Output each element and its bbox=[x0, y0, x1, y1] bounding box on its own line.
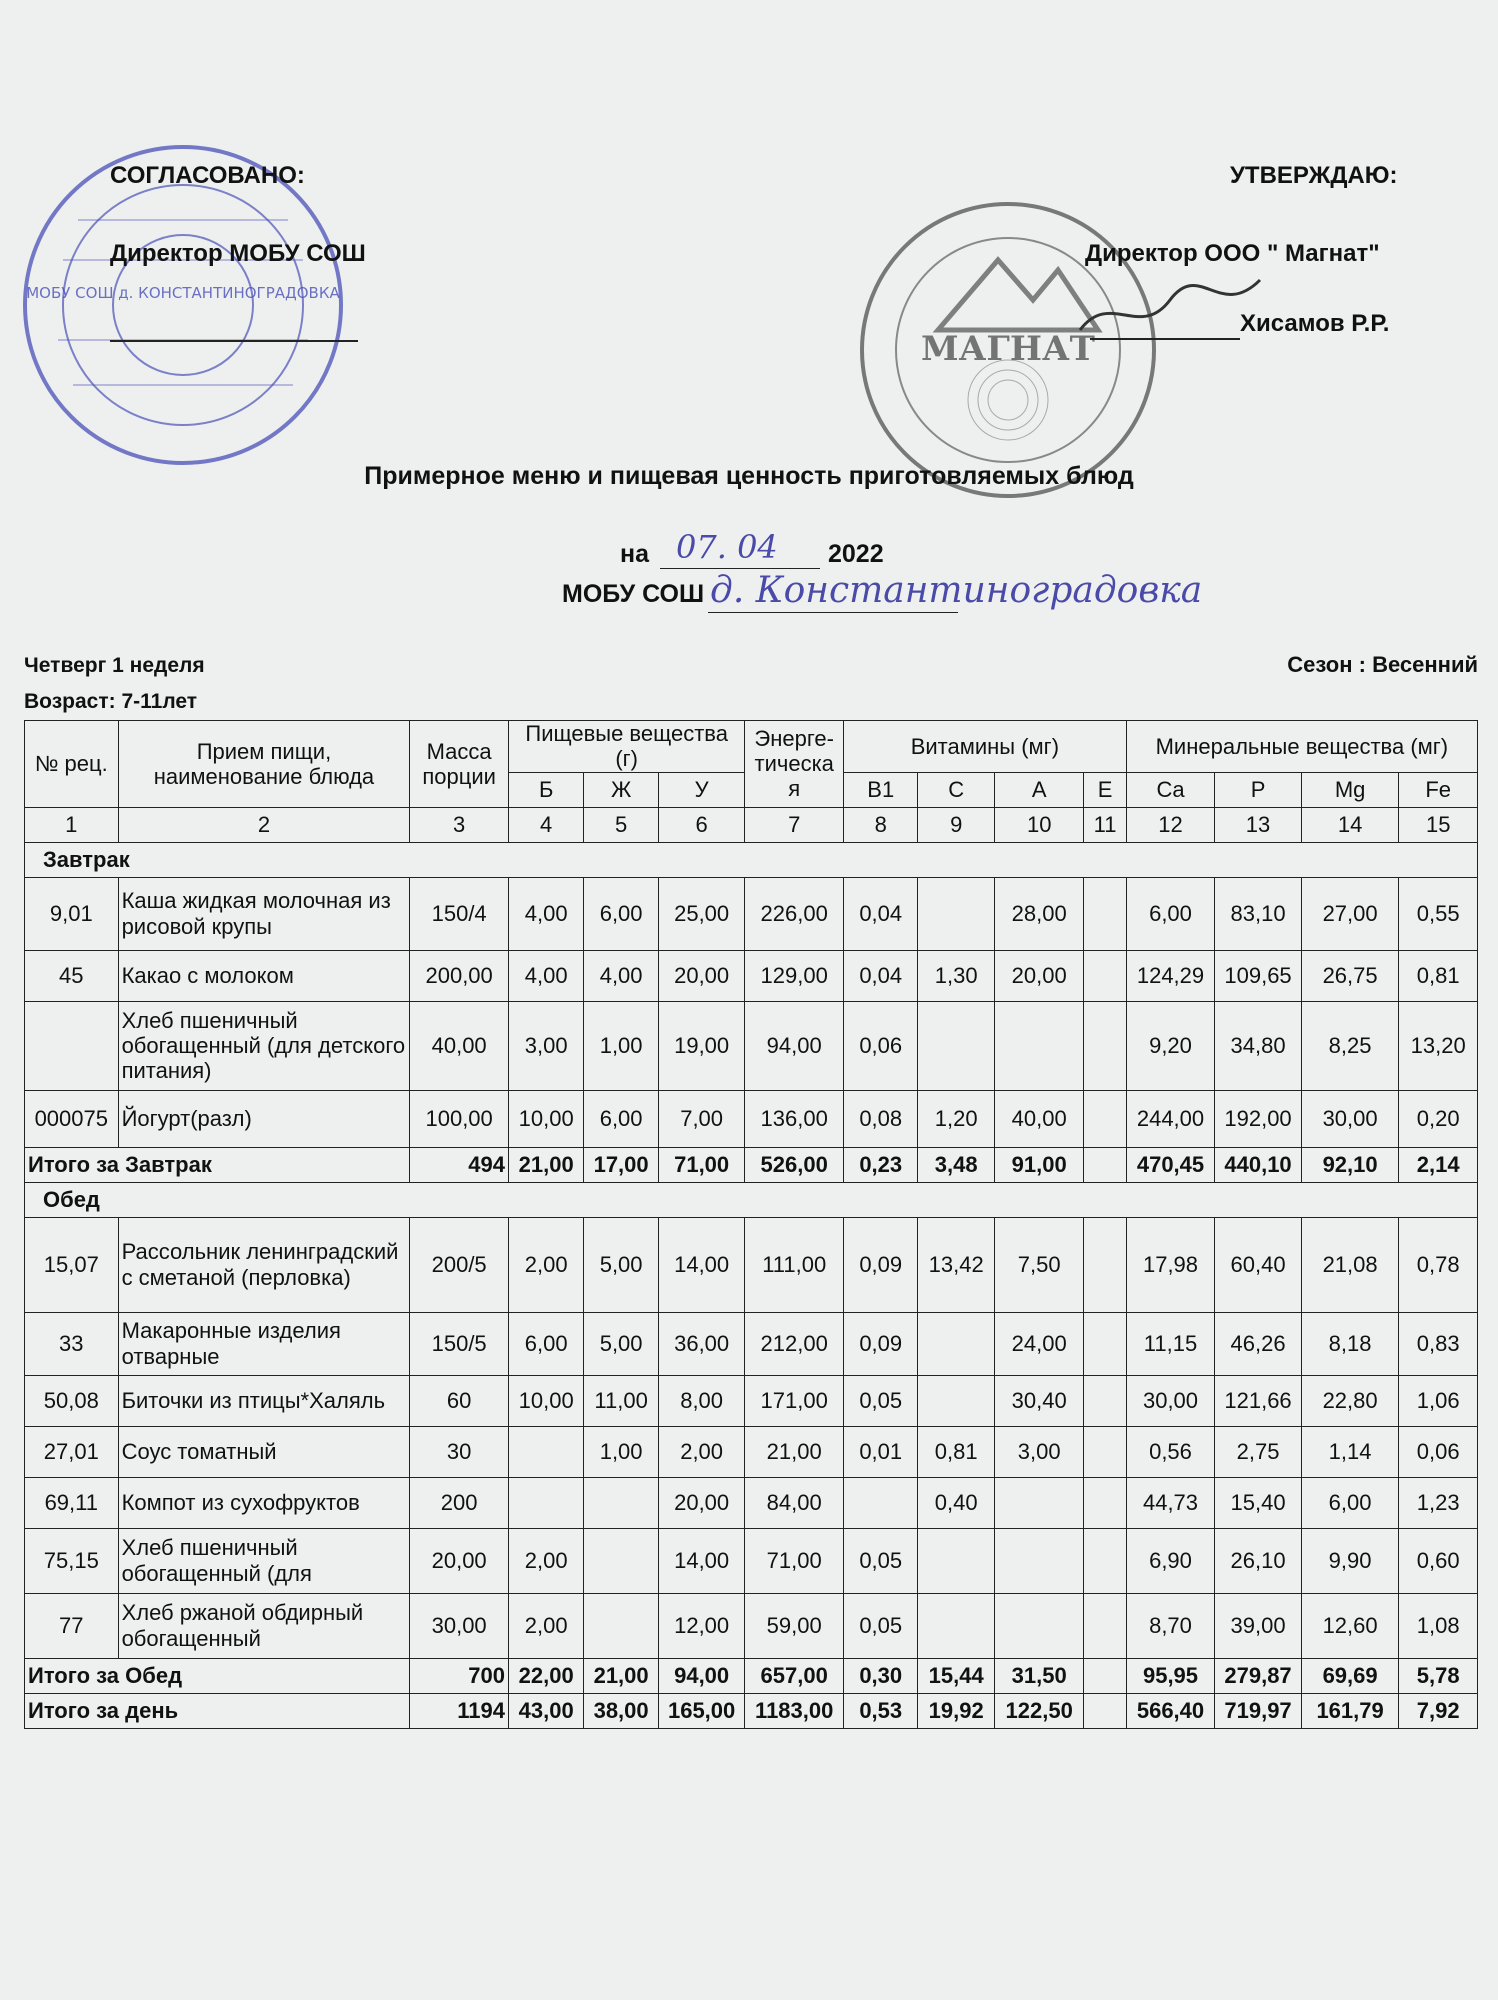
table-cell bbox=[1084, 1375, 1126, 1426]
table-cell bbox=[1084, 1528, 1126, 1593]
table-cell: Обед bbox=[25, 1182, 1478, 1217]
table-cell: 30 bbox=[410, 1426, 509, 1477]
head-meal: Прием пищи, наименование блюда bbox=[118, 721, 410, 808]
table-cell: 0,53 bbox=[844, 1693, 918, 1728]
date-year: 2022 bbox=[828, 540, 884, 568]
table-cell: 109,65 bbox=[1215, 950, 1302, 1001]
table-cell: Хлеб пшеничный обогащенный (для bbox=[118, 1528, 410, 1593]
table-cell: 8 bbox=[844, 807, 918, 842]
head-vitamins: Витамины (мг) bbox=[844, 721, 1127, 773]
table-cell: 39,00 bbox=[1215, 1593, 1302, 1658]
table-cell: 6,00 bbox=[584, 877, 658, 950]
table-cell: 7,50 bbox=[994, 1217, 1084, 1312]
table-cell bbox=[1084, 1147, 1126, 1182]
table-cell: 10,00 bbox=[508, 1090, 583, 1147]
table-cell: 5 bbox=[584, 807, 658, 842]
table-cell: 0,30 bbox=[844, 1658, 918, 1693]
table-cell bbox=[918, 1528, 994, 1593]
table-cell: 17,00 bbox=[584, 1147, 658, 1182]
table-cell: 700 bbox=[410, 1658, 509, 1693]
table-cell: 566,40 bbox=[1126, 1693, 1215, 1728]
table-cell: 11,15 bbox=[1126, 1312, 1215, 1375]
table-cell: 94,00 bbox=[658, 1658, 745, 1693]
table-cell: 0,05 bbox=[844, 1375, 918, 1426]
table-cell: 3,48 bbox=[918, 1147, 994, 1182]
table-cell bbox=[1084, 1090, 1126, 1147]
table-cell: 6,90 bbox=[1126, 1528, 1215, 1593]
table-cell: 20,00 bbox=[410, 1528, 509, 1593]
table-cell: 0,01 bbox=[844, 1426, 918, 1477]
company-stamp-text: МАГНАТ bbox=[921, 329, 1095, 369]
table-cell: 69,11 bbox=[25, 1477, 119, 1528]
table-cell: 10,00 bbox=[508, 1375, 583, 1426]
head-a: А bbox=[994, 772, 1084, 807]
table-cell: 7,00 bbox=[658, 1090, 745, 1147]
total-row bbox=[25, 1693, 1478, 1728]
table-cell bbox=[508, 1426, 583, 1477]
table-cell: 30,00 bbox=[1126, 1375, 1215, 1426]
table-cell: Хлеб ржаной обдирный обогащенный bbox=[118, 1593, 410, 1658]
table-cell: 0,04 bbox=[844, 950, 918, 1001]
table-cell bbox=[918, 1375, 994, 1426]
table-cell: 12,00 bbox=[658, 1593, 745, 1658]
table-cell: Рассольник ленинградский с сметаной (перловка) bbox=[118, 1217, 410, 1312]
table-cell: Завтрак bbox=[25, 842, 1478, 877]
confirm-role: Директор ООО " Магнат" bbox=[1085, 240, 1380, 267]
table-cell: 20,00 bbox=[658, 950, 745, 1001]
table-cell: 200,00 bbox=[410, 950, 509, 1001]
head-c: С bbox=[918, 772, 994, 807]
head-ca: Ca bbox=[1126, 772, 1215, 807]
table-row bbox=[25, 1593, 1478, 1658]
table-cell bbox=[918, 877, 994, 950]
table-cell: 440,10 bbox=[1215, 1147, 1302, 1182]
table-cell: 13,42 bbox=[918, 1217, 994, 1312]
table-cell: 27,01 bbox=[25, 1426, 119, 1477]
table-cell: 719,97 bbox=[1215, 1693, 1302, 1728]
table-cell: Компот из сухофруктов bbox=[118, 1477, 410, 1528]
table-cell bbox=[918, 1593, 994, 1658]
table-cell: 21,00 bbox=[508, 1147, 583, 1182]
table-cell: Каша жидкая молочная из рисовой крупы bbox=[118, 877, 410, 950]
table-cell: 0,81 bbox=[1399, 950, 1478, 1001]
table-cell bbox=[1084, 1001, 1126, 1090]
table-cell: 657,00 bbox=[745, 1658, 844, 1693]
table-cell: 000075 bbox=[25, 1090, 119, 1147]
table-cell: 91,00 bbox=[994, 1147, 1084, 1182]
table-cell bbox=[584, 1593, 658, 1658]
table-cell: 11 bbox=[1084, 807, 1126, 842]
head-energy: Энерге-тическа я bbox=[745, 721, 844, 808]
table-cell bbox=[584, 1477, 658, 1528]
head-mg: Mg bbox=[1301, 772, 1399, 807]
table-cell bbox=[1084, 1477, 1126, 1528]
table-cell: 1,06 bbox=[1399, 1375, 1478, 1426]
table-cell: 2 bbox=[118, 807, 410, 842]
table-cell: 94,00 bbox=[745, 1001, 844, 1090]
table-cell: 21,00 bbox=[584, 1658, 658, 1693]
age-label: Возраст: 7-11лет bbox=[24, 690, 198, 713]
table-cell bbox=[994, 1001, 1084, 1090]
table-cell: Биточки из птицы*Халяль bbox=[118, 1375, 410, 1426]
table-cell: 30,00 bbox=[1301, 1090, 1399, 1147]
confirm-name: Хисамов Р.Р. bbox=[1240, 310, 1390, 337]
table-cell: 279,87 bbox=[1215, 1658, 1302, 1693]
table-cell: 0,06 bbox=[844, 1001, 918, 1090]
left-signature-line bbox=[110, 340, 358, 342]
table-cell: 7 bbox=[745, 807, 844, 842]
date-line bbox=[660, 568, 820, 569]
table-cell: 6,00 bbox=[1301, 1477, 1399, 1528]
table-cell: 40,00 bbox=[994, 1090, 1084, 1147]
table-cell: 100,00 bbox=[410, 1090, 509, 1147]
table-cell: 5,78 bbox=[1399, 1658, 1478, 1693]
table-cell: 71,00 bbox=[658, 1147, 745, 1182]
table-cell: Хлеб пшеничный обогащенный (для детского питания) bbox=[118, 1001, 410, 1090]
table-cell: 0,05 bbox=[844, 1528, 918, 1593]
total-row bbox=[25, 1658, 1478, 1693]
table-cell: 0,23 bbox=[844, 1147, 918, 1182]
table-cell: 5,00 bbox=[584, 1217, 658, 1312]
head-b: Б bbox=[508, 772, 583, 807]
table-cell: 1,14 bbox=[1301, 1426, 1399, 1477]
table-cell: 8,00 bbox=[658, 1375, 745, 1426]
confirm-title: УТВЕРЖДАЮ: bbox=[1230, 162, 1398, 189]
table-cell: 92,10 bbox=[1301, 1147, 1399, 1182]
table-cell: 22,80 bbox=[1301, 1375, 1399, 1426]
table-cell: 192,00 bbox=[1215, 1090, 1302, 1147]
table-cell: 9,01 bbox=[25, 877, 119, 950]
table-cell: 0,60 bbox=[1399, 1528, 1478, 1593]
table-cell: 40,00 bbox=[410, 1001, 509, 1090]
table-cell: 20,00 bbox=[994, 950, 1084, 1001]
table-cell: 111,00 bbox=[745, 1217, 844, 1312]
table-cell: 171,00 bbox=[745, 1375, 844, 1426]
table-cell: Итого за Обед bbox=[25, 1658, 410, 1693]
table-row bbox=[25, 1375, 1478, 1426]
table-cell: 0,78 bbox=[1399, 1217, 1478, 1312]
signature bbox=[1070, 270, 1270, 350]
table-cell: 212,00 bbox=[745, 1312, 844, 1375]
head-b1: В1 bbox=[844, 772, 918, 807]
table-cell: 4 bbox=[508, 807, 583, 842]
approved-title: СОГЛАСОВАНО: bbox=[110, 162, 305, 189]
table-cell: 19,00 bbox=[658, 1001, 745, 1090]
table-cell: 4,00 bbox=[508, 877, 583, 950]
table-cell: 8,18 bbox=[1301, 1312, 1399, 1375]
table-cell: 20,00 bbox=[658, 1477, 745, 1528]
table-cell: 7,92 bbox=[1399, 1693, 1478, 1728]
table-row bbox=[25, 1217, 1478, 1312]
table-cell: 1,00 bbox=[584, 1426, 658, 1477]
table-cell: 161,79 bbox=[1301, 1693, 1399, 1728]
table-cell: 12,60 bbox=[1301, 1593, 1399, 1658]
table-cell: 24,00 bbox=[994, 1312, 1084, 1375]
table-cell: 19,92 bbox=[918, 1693, 994, 1728]
table-cell bbox=[25, 1001, 119, 1090]
table-cell: Итого за день bbox=[25, 1693, 410, 1728]
table-cell bbox=[1084, 950, 1126, 1001]
table-row bbox=[25, 950, 1478, 1001]
table-cell bbox=[1084, 1312, 1126, 1375]
table-cell: 2,75 bbox=[1215, 1426, 1302, 1477]
table-cell: 0,05 bbox=[844, 1593, 918, 1658]
table-row bbox=[25, 1090, 1478, 1147]
table-cell: 26,10 bbox=[1215, 1528, 1302, 1593]
table-cell: 2,00 bbox=[508, 1593, 583, 1658]
table-row bbox=[25, 877, 1478, 950]
table-cell: 30,00 bbox=[410, 1593, 509, 1658]
table-cell: 121,66 bbox=[1215, 1375, 1302, 1426]
table-cell: 6,00 bbox=[1126, 877, 1215, 950]
table-cell: 0,08 bbox=[844, 1090, 918, 1147]
day-label: Четверг 1 неделя bbox=[24, 654, 205, 677]
table-cell: 22,00 bbox=[508, 1658, 583, 1693]
season-label: Сезон : Весенний bbox=[1287, 652, 1478, 677]
table-cell: 6,00 bbox=[508, 1312, 583, 1375]
table-cell: 84,00 bbox=[745, 1477, 844, 1528]
table-cell: 25,00 bbox=[658, 877, 745, 950]
table-cell: 1,20 bbox=[918, 1090, 994, 1147]
table-cell: 15 bbox=[1399, 807, 1478, 842]
table-cell: 165,00 bbox=[658, 1693, 745, 1728]
school-prefix: МОБУ СОШ bbox=[562, 580, 705, 608]
school-line bbox=[708, 612, 958, 613]
table-cell: 45 bbox=[25, 950, 119, 1001]
table-cell: 46,26 bbox=[1215, 1312, 1302, 1375]
table-cell: 9,20 bbox=[1126, 1001, 1215, 1090]
table-cell: 6,00 bbox=[584, 1090, 658, 1147]
table-row bbox=[25, 1477, 1478, 1528]
table-cell bbox=[844, 1477, 918, 1528]
table-cell: 1,00 bbox=[584, 1001, 658, 1090]
menu-table bbox=[24, 720, 1478, 1729]
table-cell: 129,00 bbox=[745, 950, 844, 1001]
head-e: Е bbox=[1084, 772, 1126, 807]
table-cell: 15,40 bbox=[1215, 1477, 1302, 1528]
table-cell: 0,09 bbox=[844, 1312, 918, 1375]
table-cell: 15,07 bbox=[25, 1217, 119, 1312]
table-cell bbox=[994, 1477, 1084, 1528]
table-cell bbox=[918, 1001, 994, 1090]
table-cell: 0,20 bbox=[1399, 1090, 1478, 1147]
school-handwritten: д. Константиноградовка bbox=[710, 570, 1203, 611]
table-cell: 3,00 bbox=[994, 1426, 1084, 1477]
table-cell: 59,00 bbox=[745, 1593, 844, 1658]
table-cell: 0,06 bbox=[1399, 1426, 1478, 1477]
table-cell: 21,08 bbox=[1301, 1217, 1399, 1312]
table-cell: 11,00 bbox=[584, 1375, 658, 1426]
table-cell: 494 bbox=[410, 1147, 509, 1182]
table-cell: 69,69 bbox=[1301, 1658, 1399, 1693]
head-rec: № рец. bbox=[25, 721, 119, 808]
table-cell: Йогурт(разл) bbox=[118, 1090, 410, 1147]
table-cell: Макаронные изделия отварные bbox=[118, 1312, 410, 1375]
table-cell: 26,75 bbox=[1301, 950, 1399, 1001]
table-cell: 21,00 bbox=[745, 1426, 844, 1477]
table-cell: 13 bbox=[1215, 807, 1302, 842]
date-prefix: на bbox=[620, 540, 650, 568]
head-nutrients: Пищевые вещества (г) bbox=[508, 721, 744, 773]
table-cell: 75,15 bbox=[25, 1528, 119, 1593]
table-cell: 150/4 bbox=[410, 877, 509, 950]
table-cell: 1183,00 bbox=[745, 1693, 844, 1728]
head-mass: Масса порции bbox=[410, 721, 509, 808]
table-cell bbox=[918, 1312, 994, 1375]
head-zh: Ж bbox=[584, 772, 658, 807]
table-cell: 5,00 bbox=[584, 1312, 658, 1375]
table-cell: 122,50 bbox=[994, 1693, 1084, 1728]
table-cell: 244,00 bbox=[1126, 1090, 1215, 1147]
table-cell: 0,83 bbox=[1399, 1312, 1478, 1375]
table-cell: 17,98 bbox=[1126, 1217, 1215, 1312]
table-cell: 3 bbox=[410, 807, 509, 842]
table-cell bbox=[508, 1477, 583, 1528]
table-row bbox=[25, 1426, 1478, 1477]
head-u: У bbox=[658, 772, 745, 807]
table-cell: 60 bbox=[410, 1375, 509, 1426]
table-cell: 1194 bbox=[410, 1693, 509, 1728]
table-cell: 526,00 bbox=[745, 1147, 844, 1182]
table-cell bbox=[994, 1528, 1084, 1593]
table-cell: 27,00 bbox=[1301, 877, 1399, 950]
table-cell: 83,10 bbox=[1215, 877, 1302, 950]
table-cell: 0,55 bbox=[1399, 877, 1478, 950]
table-cell: Соус томатный bbox=[118, 1426, 410, 1477]
table-cell: 36,00 bbox=[658, 1312, 745, 1375]
table-row bbox=[25, 1312, 1478, 1375]
table-cell: 0,56 bbox=[1126, 1426, 1215, 1477]
section-row bbox=[25, 842, 1478, 877]
table-row bbox=[25, 1001, 1478, 1090]
table-cell: 9,90 bbox=[1301, 1528, 1399, 1593]
table-cell: 2,00 bbox=[658, 1426, 745, 1477]
date-handwritten: 07. 04 bbox=[676, 528, 778, 566]
table-cell bbox=[1084, 1693, 1126, 1728]
table-cell: 3,00 bbox=[508, 1001, 583, 1090]
table-cell: 15,44 bbox=[918, 1658, 994, 1693]
table-row bbox=[25, 1528, 1478, 1593]
header-row-1 bbox=[25, 721, 1478, 773]
table-cell: 470,45 bbox=[1126, 1147, 1215, 1182]
table-cell: 1,30 bbox=[918, 950, 994, 1001]
index-row bbox=[25, 807, 1478, 842]
table-cell bbox=[1084, 1658, 1126, 1693]
table-cell: 4,00 bbox=[584, 950, 658, 1001]
table-cell: 34,80 bbox=[1215, 1001, 1302, 1090]
table-cell bbox=[584, 1528, 658, 1593]
table-cell: 1,23 bbox=[1399, 1477, 1478, 1528]
table-cell: 28,00 bbox=[994, 877, 1084, 950]
table-cell: 12 bbox=[1126, 807, 1215, 842]
table-cell: 2,00 bbox=[508, 1217, 583, 1312]
table-cell bbox=[1084, 877, 1126, 950]
table-cell: 77 bbox=[25, 1593, 119, 1658]
table-cell: 31,50 bbox=[994, 1658, 1084, 1693]
table-cell bbox=[994, 1593, 1084, 1658]
document-title: Примерное меню и пищевая ценность приготовляемых блюд bbox=[364, 462, 1134, 490]
table-cell: 0,09 bbox=[844, 1217, 918, 1312]
table-cell: 14 bbox=[1301, 807, 1399, 842]
table-cell: 14,00 bbox=[658, 1528, 745, 1593]
table-cell: 4,00 bbox=[508, 950, 583, 1001]
table-cell: 0,04 bbox=[844, 877, 918, 950]
head-p: P bbox=[1215, 772, 1302, 807]
table-cell: 14,00 bbox=[658, 1217, 745, 1312]
head-fe: Fe bbox=[1399, 772, 1478, 807]
table-cell: 8,25 bbox=[1301, 1001, 1399, 1090]
table-cell: 2,14 bbox=[1399, 1147, 1478, 1182]
table-cell: 0,40 bbox=[918, 1477, 994, 1528]
table-cell: Какао с молоком bbox=[118, 950, 410, 1001]
head-minerals: Минеральные вещества (мг) bbox=[1126, 721, 1477, 773]
table-cell bbox=[1084, 1426, 1126, 1477]
table-cell: 200 bbox=[410, 1477, 509, 1528]
table-cell: 13,20 bbox=[1399, 1001, 1478, 1090]
table-cell: 200/5 bbox=[410, 1217, 509, 1312]
table-cell: 0,81 bbox=[918, 1426, 994, 1477]
table-cell: 38,00 bbox=[584, 1693, 658, 1728]
total-row bbox=[25, 1147, 1478, 1182]
table-cell: 95,95 bbox=[1126, 1658, 1215, 1693]
table-cell bbox=[1084, 1593, 1126, 1658]
table-cell: 124,29 bbox=[1126, 950, 1215, 1001]
table-cell: 10 bbox=[994, 807, 1084, 842]
table-cell: 44,73 bbox=[1126, 1477, 1215, 1528]
table-cell: 6 bbox=[658, 807, 745, 842]
school-stamp-text: МОБУ СОШ д. КОНСТАНТИНОГРАДОВКА bbox=[26, 284, 340, 302]
table-cell: 226,00 bbox=[745, 877, 844, 950]
approved-role: Директор МОБУ СОШ bbox=[110, 240, 366, 267]
section-row bbox=[25, 1182, 1478, 1217]
table-cell: Итого за Завтрак bbox=[25, 1147, 410, 1182]
table-cell: 1,08 bbox=[1399, 1593, 1478, 1658]
table-cell: 30,40 bbox=[994, 1375, 1084, 1426]
table-cell: 8,70 bbox=[1126, 1593, 1215, 1658]
table-cell: 9 bbox=[918, 807, 994, 842]
table-cell: 60,40 bbox=[1215, 1217, 1302, 1312]
table-cell: 43,00 bbox=[508, 1693, 583, 1728]
table-cell: 2,00 bbox=[508, 1528, 583, 1593]
table-cell: 71,00 bbox=[745, 1528, 844, 1593]
table-cell bbox=[1084, 1217, 1126, 1312]
table-cell: 150/5 bbox=[410, 1312, 509, 1375]
table-cell: 1 bbox=[25, 807, 119, 842]
table-cell: 50,08 bbox=[25, 1375, 119, 1426]
table-cell: 136,00 bbox=[745, 1090, 844, 1147]
table-cell: 33 bbox=[25, 1312, 119, 1375]
